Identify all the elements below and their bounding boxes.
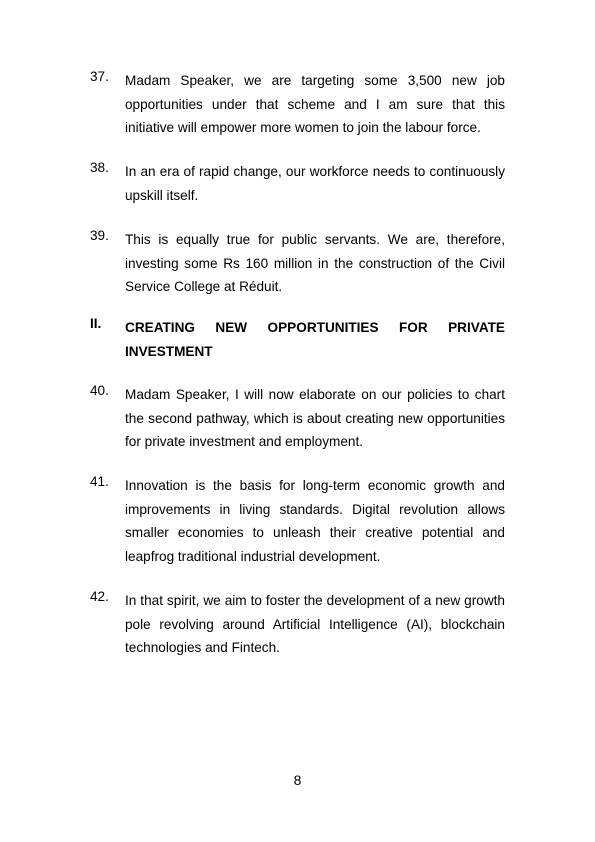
page-number: 8 bbox=[293, 773, 302, 788]
paragraph-number: 42. bbox=[90, 589, 109, 604]
paragraph-38 bbox=[90, 160, 505, 207]
paragraph-text: This is equally true for public servants. We are, therefore, investing some Rs 160 million in the construction of the Civil Service College at Réduit. bbox=[125, 232, 505, 294]
paragraph-41 bbox=[90, 474, 505, 568]
paragraph-text: In an era of rapid change, our workforce needs to continuously upskill itself. bbox=[125, 164, 505, 203]
paragraph-39 bbox=[90, 228, 505, 299]
section-number: II. bbox=[90, 316, 102, 331]
paragraph-number: 38. bbox=[90, 160, 109, 175]
paragraph-number: 37. bbox=[90, 69, 109, 84]
paragraph-37 bbox=[90, 69, 505, 140]
paragraph-text: Innovation is the basis for long-term economic growth and improvements in living standards. Digital revolution allows smaller economies to unleash their creative potential and leapfrog traditional industrial development. bbox=[125, 478, 505, 564]
paragraph-number: 41. bbox=[90, 474, 109, 489]
paragraph-text: Madam Speaker, I will now elaborate on our policies to chart the second pathway, which is about creating new opportunities for private investment and employment. bbox=[125, 387, 505, 449]
paragraph-42 bbox=[90, 589, 505, 660]
section-heading bbox=[90, 316, 505, 363]
paragraph-number: 39. bbox=[90, 228, 109, 243]
paragraph-text: Madam Speaker, we are targeting some 3,500 new job opportunities under that scheme and I am sure that this initiative will empower more women to join the labour force. bbox=[125, 73, 505, 135]
paragraph-number: 40. bbox=[90, 383, 109, 398]
section-title: CREATING NEW OPPORTUNITIES FOR PRIVATE INVESTMENT bbox=[125, 320, 505, 359]
paragraph-40 bbox=[90, 383, 505, 454]
paragraph-text: In that spirit, we aim to foster the development of a new growth pole revolving around Artificial Intelligence (AI), blockchain technologies and Fintech. bbox=[125, 593, 505, 655]
